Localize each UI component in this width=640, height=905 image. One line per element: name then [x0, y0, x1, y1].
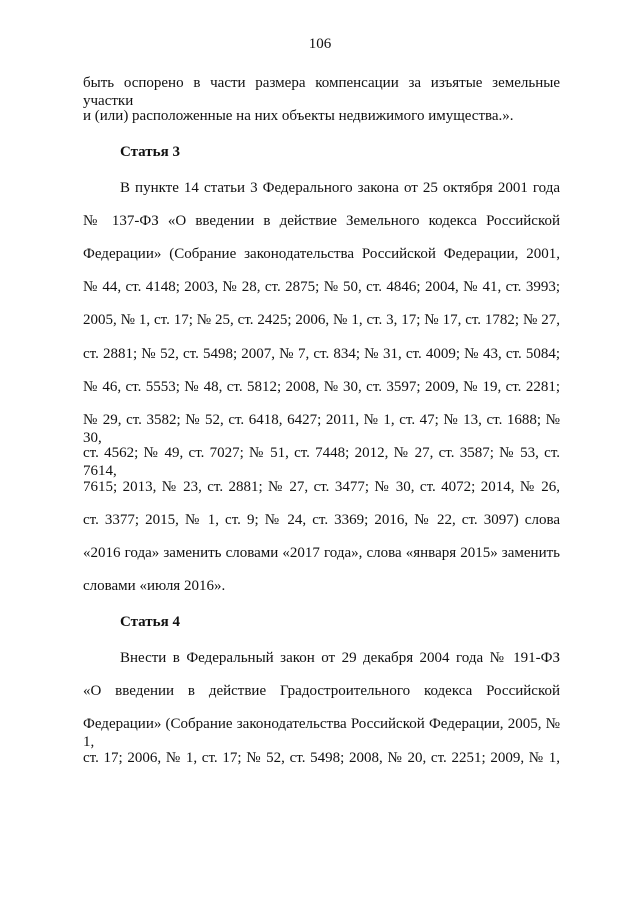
page-number: 106 — [308, 36, 332, 52]
paragraph-line: № 44, ст. 4148; 2003, № 28, ст. 2875; № 50, ст. 4846; 2004, № 41, ст. 3993; — [83, 279, 560, 295]
paragraph-line: В пункте 14 статьи 3 Федерального закона от 25 октября 2001 года — [120, 180, 560, 196]
paragraph-line: Внести в Федеральный закон от 29 декабря 2004 года № 191-ФЗ — [120, 650, 560, 666]
paragraph-line: 2005, № 1, ст. 17; № 25, ст. 2425; 2006, № 1, ст. 3, 17; № 17, ст. 1782; № 27, — [83, 312, 560, 328]
paragraph-line: 7615; 2013, № 23, ст. 2881; № 27, ст. 3477; № 30, ст. 4072; 2014, № 26, — [83, 479, 560, 495]
paragraph-line: словами «июля 2016». — [83, 578, 226, 594]
article-3-heading: Статья 3 — [120, 144, 180, 160]
paragraph-line: «2016 года» заменить словами «2017 года», слова «января 2015» заменить — [83, 545, 560, 561]
article-4-heading: Статья 4 — [120, 614, 180, 630]
paragraph-line: Федерации» (Собрание законодательства Российской Федерации, 2005, № 1, — [83, 716, 560, 750]
paragraph-line: ст. 2881; № 52, ст. 5498; 2007, № 7, ст. 834; № 31, ст. 4009; № 43, ст. 5084; — [83, 346, 560, 362]
paragraph-line: быть оспорено в части размера компенсации за изъятые земельные участки — [83, 75, 560, 109]
paragraph-line: ст. 3377; 2015, № 1, ст. 9; № 24, ст. 3369; 2016, № 22, ст. 3097) слова — [83, 512, 560, 528]
paragraph-line: Федерации» (Собрание законодательства Российской Федерации, 2001, — [83, 246, 560, 262]
paragraph-line: № 29, ст. 3582; № 52, ст. 6418, 6427; 2011, № 1, ст. 47; № 13, ст. 1688; № 30, — [83, 412, 560, 446]
paragraph-line: ст. 4562; № 49, ст. 7027; № 51, ст. 7448; 2012, № 27, ст. 3587; № 53, ст. 7614, — [83, 445, 560, 479]
paragraph-line: № 46, ст. 5553; № 48, ст. 5812; 2008, № 30, ст. 3597; 2009, № 19, ст. 2281; — [83, 379, 560, 395]
paragraph-line: № 137-ФЗ «О введении в действие Земельного кодекса Российской — [83, 213, 560, 229]
paragraph-line: «О введении в действие Градостроительного кодекса Российской — [83, 683, 560, 699]
paragraph-line: ст. 17; 2006, № 1, ст. 17; № 52, ст. 5498; 2008, № 20, ст. 2251; 2009, № 1, — [83, 750, 560, 766]
paragraph-line: и (или) расположенные на них объекты недвижимого имущества.». — [83, 108, 514, 124]
